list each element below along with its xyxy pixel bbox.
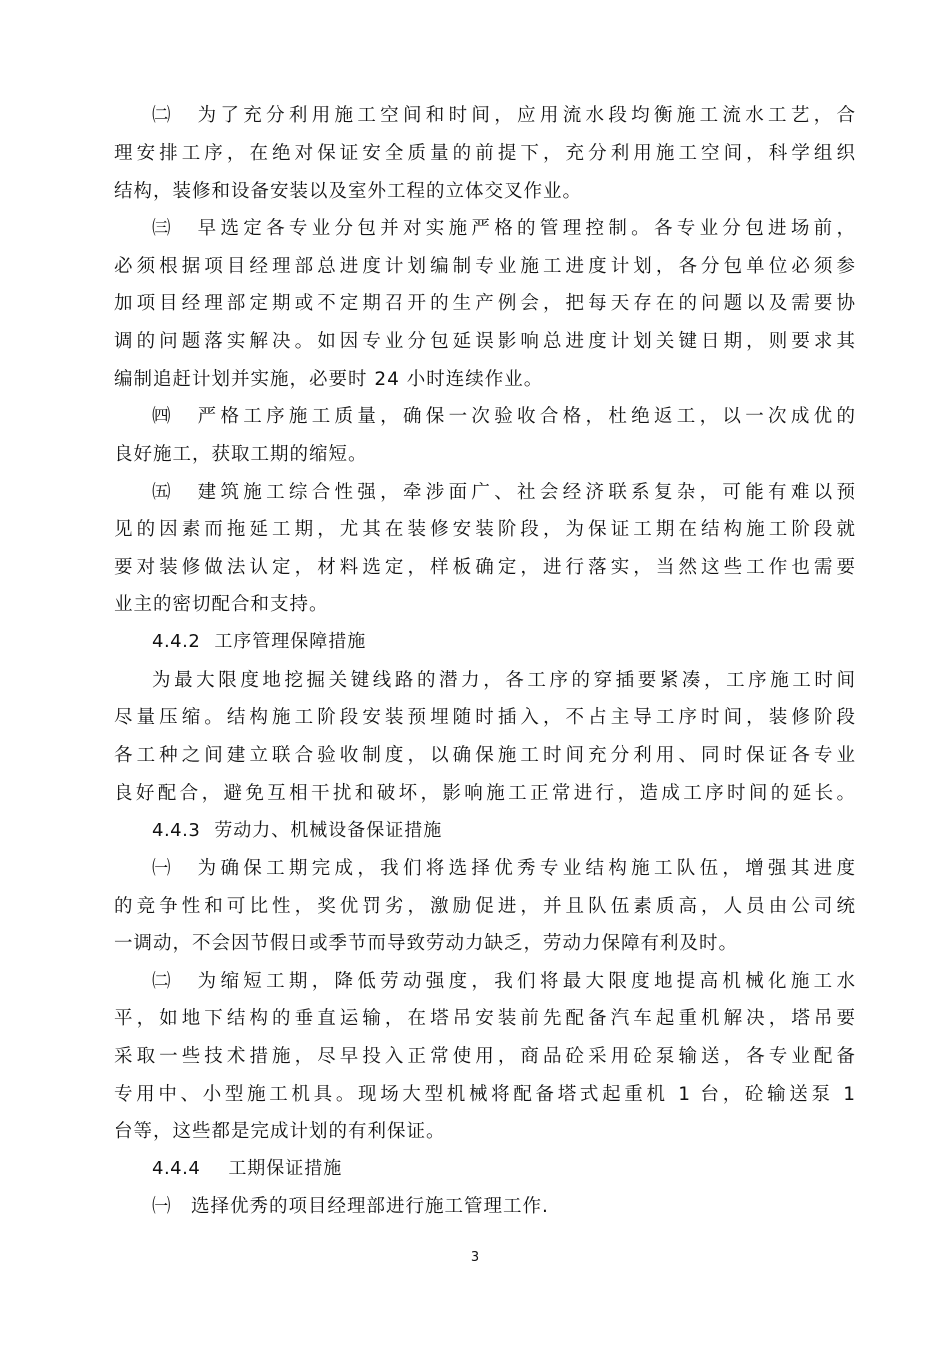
paragraph-line: ㈣ 严格工序施工质量，确保一次验收合格，杜绝返工，以一次成优的	[152, 406, 856, 427]
paragraph-line: 专用中、小型施工机具。现场大型机械将配备塔式起重机 1 台，砼输送泵 1	[114, 1084, 856, 1105]
paragraph-line: 台等，这些都是完成计划的有利保证。	[114, 1121, 446, 1142]
section-number: 4.4.4	[152, 1158, 201, 1179]
page-number: 3	[470, 1250, 480, 1265]
paragraph-line: ㈡ 为缩短工期，降低劳动强度，我们将最大限度地提高机械化施工水	[152, 971, 856, 992]
paragraph-line: 见的因素而拖延工期，尤其在装修安装阶段，为保证工期在结构施工阶段就	[114, 519, 856, 540]
section-heading	[152, 819, 442, 843]
paragraph-line: ㈢ 早选定各专业分包并对实施严格的管理控制。各专业分包进场前，	[152, 218, 856, 239]
paragraph-line: 要对装修做法认定，材料选定，样板确定，进行落实，当然这些工作也需要	[114, 557, 856, 578]
section-title: 工期保证措施	[228, 1158, 343, 1179]
section-title: 工序管理保障措施	[214, 631, 367, 652]
paragraph-line: 为最大限度地挖掘关键线路的潜力，各工序的穿插要紧凑，工序施工时间	[152, 670, 856, 691]
section-heading	[152, 1157, 342, 1181]
paragraph-line: ㈡ 为了充分利用施工空间和时间，应用流水段均衡施工流水工艺，合	[152, 105, 856, 126]
paragraph-line: ㈠ 选择优秀的项目经理部进行施工管理工作.	[152, 1196, 549, 1217]
paragraph-line: 结构，装修和设备安装以及室外工程的立体交叉作业。	[114, 181, 583, 202]
section-heading	[152, 630, 366, 654]
paragraph-line: ㈤ 建筑施工综合性强，牵涉面广、社会经济联系复杂，可能有难以预	[152, 482, 856, 503]
paragraph-line: 良好施工，获取工期的缩短。	[114, 444, 368, 465]
paragraph-line: ㈠ 为确保工期完成，我们将选择优秀专业结构施工队伍，增强其进度	[152, 858, 856, 879]
paragraph-line: 平，如地下结构的垂直运输，在塔吊安装前先配备汽车起重机解决，塔吊要	[114, 1008, 856, 1029]
section-number: 4.4.3	[152, 820, 201, 841]
paragraph-line: 的竞争性和可比性，奖优罚劣，激励促进，并且队伍素质高，人员由公司统	[114, 896, 856, 917]
section-title: 劳动力、机械设备保证措施	[214, 820, 443, 841]
paragraph-line: 必须根据项目经理部总进度计划编制专业施工进度计划，各分包单位必须参	[114, 256, 856, 277]
paragraph-line: 良好配合，避免互相干扰和破坏，影响施工正常进行，造成工序时间的延长。	[114, 783, 856, 804]
paragraph-line: 理安排工序，在绝对保证安全质量的前提下，充分利用施工空间，科学组织	[114, 143, 856, 164]
paragraph-line: 编制追赶计划并实施，必要时 24 小时连续作业。	[114, 369, 544, 390]
paragraph-line: 调的问题落实解决。如因专业分包延误影响总进度计划关键日期，则要求其	[114, 331, 856, 352]
paragraph-line: 一调动，不会因节假日或季节而导致劳动力缺乏，劳动力保障有利及时。	[114, 933, 739, 954]
paragraph-line: 业主的密切配合和支持。	[114, 594, 329, 615]
paragraph-line: 采取一些技术措施，尽早投入正常使用，商品砼采用砼泵输送，各专业配备	[114, 1046, 856, 1067]
section-number: 4.4.2	[152, 631, 201, 652]
paragraph-line: 尽量压缩。结构施工阶段安装预埋随时插入，不占主导工序时间，装修阶段	[114, 707, 856, 728]
paragraph-line: 加项目经理部定期或不定期召开的生产例会，把每天存在的问题以及需要协	[114, 293, 856, 314]
paragraph-line: 各工种之间建立联合验收制度，以确保施工时间充分利用、同时保证各专业	[114, 745, 856, 766]
